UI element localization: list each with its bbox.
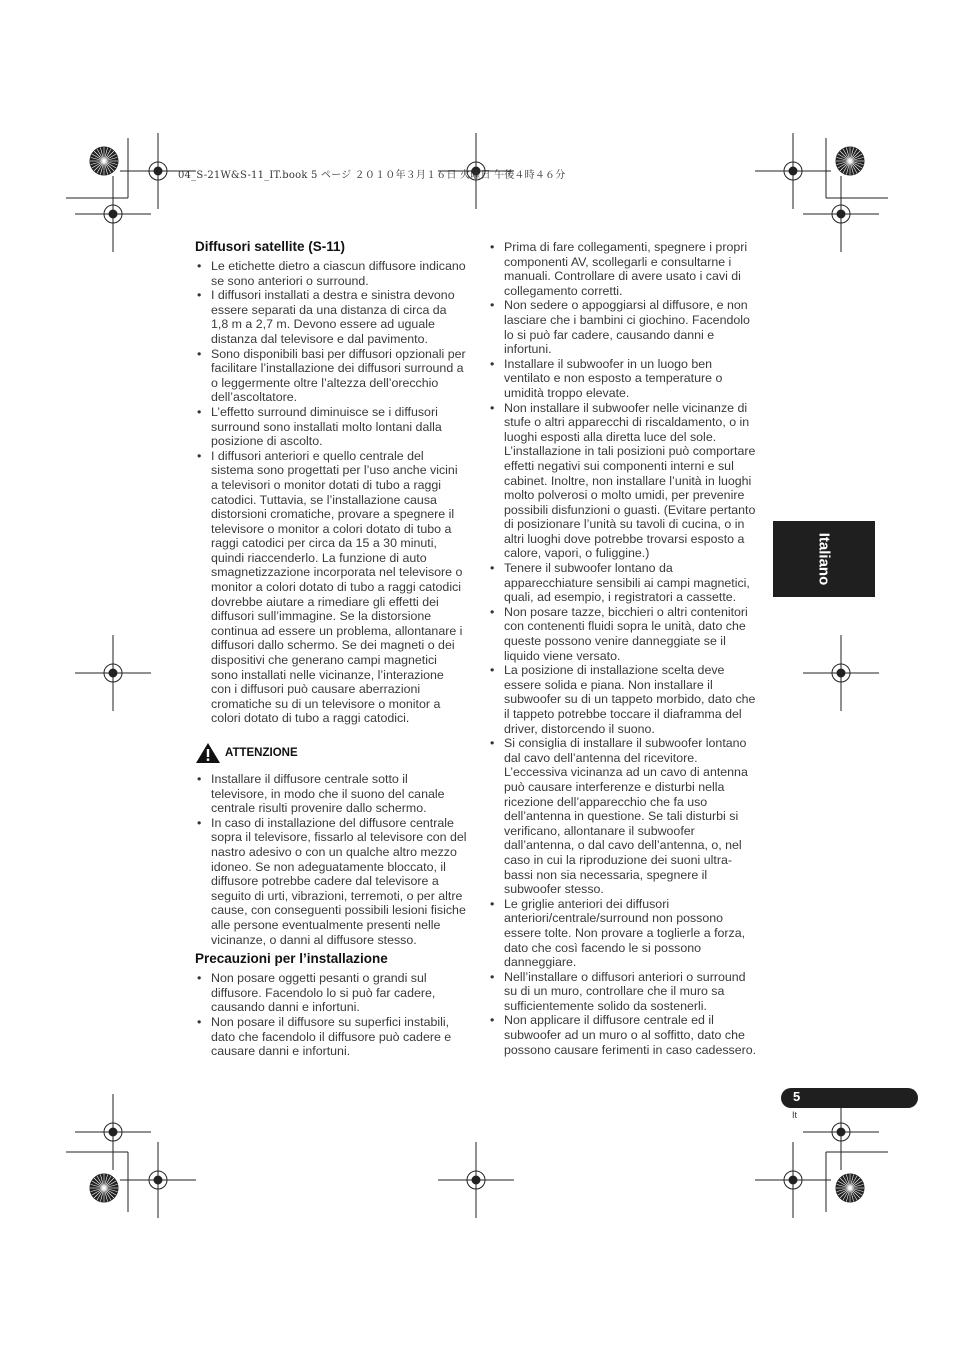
caution-label: ATTENZIONE xyxy=(225,746,298,759)
list-item: • Sono disponibili basi per diffusori opzionali per facilitare l’installazione dei diffusori surround a o leggermente oltre l’altezza dell’orecchio dell’ascoltatore. xyxy=(195,347,467,405)
left-column xyxy=(195,238,467,1059)
caution-list xyxy=(195,772,467,947)
list-item: • Le griglie anteriori dei diffusori anteriori/centrale/surround non possono essere tolte. Non provare a toglierle a forza, dato che così facendo le si possono danneggiare. xyxy=(488,897,760,970)
list-item: • I diffusori anteriori e quello centrale del sistema sono progettati per l’uso anche vicini a televisori o monitor dotati di tubo a raggi catodici. Tuttavia, se l’installazione causa distorsioni cromatiche, provare a spegnere il televisore o monitor a colori dotato di tubo a raggi catodici per circa da 15 a 30 minuti, quindi riaccenderlo. La funzione di auto smagnetizzazione incorporata nel televisore o monitor a colori dotato di tubo a raggi catodici dovrebbe aiutare a rimediare gli effetti dei diffusori sull’immagine. Se la distorsione continua ad essere un problema, allontanare i diffusori dallo schermo. Se dei magneti o dei dispositivi che generano campi magnetici sono installati nelle vicinanze, l’interazione con i diffusori può causare aberrazioni cromatiche su di un televisore o monitor a colori dotato di tubo a raggi catodici. xyxy=(195,449,467,726)
registration-mark-dot xyxy=(154,167,162,175)
satellite-list xyxy=(195,259,467,726)
list-item: • Non applicare il diffusore centrale ed il subwoofer ad un muro o al soffitto, dato che possono causare ferimenti in caso cadessero. xyxy=(488,1013,760,1057)
list-item: • Prima di fare collegamenti, spegnere i propri componenti AV, scollegarli e consultarne i manuali. Controllare di avere usato i cavi di collegamento corretti. xyxy=(488,240,760,298)
list-item: • Tenere il subwoofer lontano da apparecchiature sensibili ai campi magnetici, quali, ad esempio, i registratori a cassette. xyxy=(488,561,760,605)
caution-heading xyxy=(195,742,467,764)
list-item: • I diffusori installati a destra e sinistra devono essere separati da una distanza di circa da 1,8 m a 2,7 m. Devono essere ad uguale distanza dal televisore e dal pavimento. xyxy=(195,288,467,346)
section-title-satellite: Diffusori satellite (S-11) xyxy=(195,239,346,254)
list-item: • Non sedere o appoggiarsi al diffusore, e non lasciare che i bambini ci giochino. Facendolo lo si può far cadere, causando danni e infortuni. xyxy=(488,298,760,356)
language-tab xyxy=(773,521,875,597)
list-item: • Installare il subwoofer in un luogo ben ventilato e non esposto a temperature o umidità troppo elevate. xyxy=(488,357,760,401)
page-language-code: It xyxy=(792,1110,798,1120)
registration-mark-dot xyxy=(109,210,117,218)
registration-mark-dot xyxy=(109,669,117,677)
list-item: • Installare il diffusore centrale sotto il televisore, in modo che il suono del canale centrale risulti provenire dallo schermo. xyxy=(195,772,467,816)
precautions-list xyxy=(195,971,467,1059)
warning-icon xyxy=(195,742,221,764)
precautions-list-continued xyxy=(488,240,760,1057)
list-item: • Si consiglia di installare il subwoofer lontano dal cavo dell’antenna del ricevitore. L’eccessiva vicinanza ad un cavo di antenna può causare interferenze e disturbi nella ricezione dell’apparecchio che fa uso dell’antenna in questione. Se tali disturbi si verificano, allontanare il subwoofer dall’antenna, o dal cavo dell’antenna, o, nel caso in cui la riproduzione dei suoni ultra-bassi non sia necessaria, spegnere il subwoofer stesso. xyxy=(488,736,760,897)
registration-mark-dot xyxy=(789,167,797,175)
page-number-badge xyxy=(781,1088,918,1108)
registration-mark-dot xyxy=(837,210,845,218)
registration-mark-dot xyxy=(789,1176,797,1184)
list-item: • Le etichette dietro a ciascun diffusore indicano se sono anteriori o surround. xyxy=(195,259,467,288)
registration-mark-dot xyxy=(837,1128,845,1136)
page-number: 5 xyxy=(793,1089,801,1104)
list-item: • L’effetto surround diminuisce se i diffusori surround sono installati molto lontani dalla posizione di ascolto. xyxy=(195,405,467,449)
list-item: • Non posare il diffusore su superfici instabili, dato che facendolo il diffusore può cadere e causare danni e infortuni. xyxy=(195,1015,467,1059)
registration-mark-dot xyxy=(154,1176,162,1184)
file-header: 04_S-21W&S-11_IT.book 5 ページ ２０１０年３月１６日 火曜日 午後４時４６分 xyxy=(178,170,566,181)
registration-mark-dot xyxy=(472,1176,480,1184)
language-tab-label: Italiano xyxy=(815,532,833,586)
section-title-precautions: Precauzioni per l’installazione xyxy=(195,951,388,967)
registration-mark-dot xyxy=(837,669,845,677)
right-column xyxy=(488,240,760,1057)
list-item: • Non posare tazze, bicchieri o altri contenitori con contenenti fluidi sopra le unità, dato che queste possono venire danneggiate se il liquido viene versato. xyxy=(488,605,760,663)
list-item: • In caso di installazione del diffusore centrale sopra il televisore, fissarlo al televisore con del nastro adesivo o con un qualche altro mezzo idoneo. Se non adeguatamente bloccato, il diffusore potrebbe cadere dal televisore a seguito di urti, vibrazioni, terremoti, o per altre cause, con conseguenti possibili lesioni fisiche alle persone eventualmente presenti nelle vicinanze, o danni al diffusore stesso. xyxy=(195,816,467,947)
list-item: • Nell’installare o diffusori anteriori o surround su di un muro, controllare che il muro sa sufficientemente solido da sostenerli. xyxy=(488,970,760,1014)
list-item: • La posizione di installazione scelta deve essere solida e piana. Non installare il subwoofer su di un tappeto morbido, dato che il tappeto potrebbe toccare il diaframma del driver, distorcendo il suono. xyxy=(488,663,760,736)
list-item: • Non posare oggetti pesanti o grandi sul diffusore. Facendolo lo si può far cadere, causando danni e infortuni. xyxy=(195,971,467,1015)
registration-mark-dot xyxy=(109,1128,117,1136)
list-item: • Non installare il subwoofer nelle vicinanze di stufe o altri apparecchi di riscaldamento, o in luoghi esposti alla diretta luce del sole. L’installazione in tali posizioni può comportare effetti negativi sui componenti interni e sul cabinet. Inoltre, non installare l’unità in luoghi molto polverosi o molto umidi, per prevenire possibili disfunzioni o guasti. (Evitare pertanto di posizionare l’unità su tavoli di cucina, o in altri luoghi dove potrebbe trovarsi esposto a calore, vapori, o fuliggine.) xyxy=(488,401,760,562)
